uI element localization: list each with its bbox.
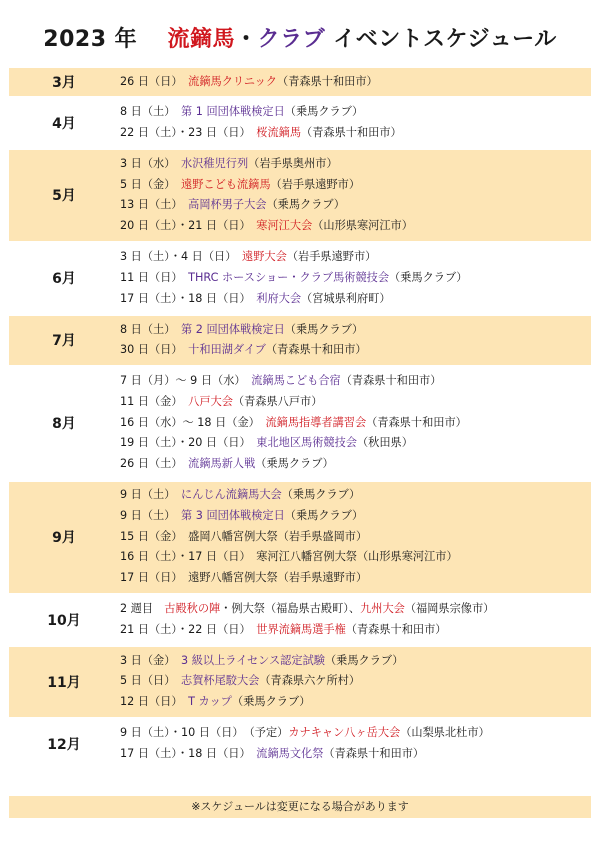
event-list [120,320,591,362]
event-name: 遠野大会 [242,250,287,264]
event-gap [177,530,188,543]
month-label: 9月 [52,530,76,547]
event-place: （福岡県宗像市） [404,602,495,616]
title-name2: クラブ [257,27,326,52]
month-row [9,596,591,645]
event-gap [170,157,181,170]
event-gap [245,747,256,760]
event-list [120,102,591,144]
event-place: （岩手県遠野市） [277,571,368,585]
event-name: 世界流鏑馬選手権 [256,622,346,636]
event-place: （青森県十和田市） [366,415,467,429]
event-name: にんじん流鏑馬大会 [181,488,282,502]
event-item [120,247,591,268]
event-item [120,289,591,310]
title-dot: ・ [235,27,258,52]
month-label: 3月 [52,74,76,91]
event-item [120,433,591,454]
event-gap [177,695,188,708]
event-name: 流鏑馬文化祭 [256,746,324,760]
event-item [120,392,591,413]
event-item [120,72,591,93]
event-item [120,568,591,589]
event-gap [245,219,256,232]
event-place: （青森県十和田市） [277,74,378,88]
event-place: （乗馬クラブ） [284,105,364,119]
event-name: T カップ [188,695,232,709]
event-gap [177,457,188,470]
month-row [9,482,591,593]
event-date: 5 日（金） [120,177,170,191]
event-date: 3 日（土）・4 日（日） [120,250,231,264]
event-gap [177,571,188,584]
event-list [120,599,591,641]
event-name: カナキャン八ヶ岳大会 [288,726,401,740]
event-gap [177,343,188,356]
month-row [9,316,591,365]
event-gap [240,374,251,387]
event-date: 26 日（土） [120,457,177,471]
month-label: 11月 [47,674,81,691]
event-date: 5 日（日） [120,674,170,688]
event-item [120,723,591,744]
event-date: 13 日（土） [120,198,177,212]
event-date: 30 日（日） [120,343,177,357]
month-label: 7月 [52,333,76,350]
event-list [120,723,591,765]
event-place: （青森県十和田市） [301,126,402,140]
event-place: ・例大祭（福島県古殿町）、 [220,602,361,616]
event-name: 志賀杯尾駮大会 [181,674,260,688]
event-name: 3 級以上ライセンス認定試験 [181,653,325,667]
event-item [120,692,591,713]
event-gap [170,509,181,522]
event-gap [245,550,256,563]
event-place: （山形県寒河江市） [312,219,413,233]
event-place: （乗馬クラブ） [284,322,364,336]
title-name1: 流鏑馬 [167,27,236,52]
event-gap [177,395,188,408]
event-gap [170,654,181,667]
event-place: （青森県十和田市） [265,343,367,357]
event-date: 16 日（土）・17 日（日） [120,550,246,564]
event-date: 11 日（日） [120,270,177,284]
month-row [9,150,591,240]
event-gap [245,623,256,636]
month-row [9,244,591,313]
event-name: THRC ホースショー・クラブ馬術競技会 [188,270,390,284]
event-note: （予定） [249,726,289,740]
event-date: 2 週目 [120,602,154,616]
event-date: 15 日（金） [120,529,177,543]
event-date: 9 日（土） [120,508,170,522]
event-gap [170,105,181,118]
event-name: 第 3 回団体戦検定日 [181,508,285,522]
title-rest: イベントスケジュール [325,27,557,52]
event-gap [231,250,242,263]
event-gap [170,178,181,191]
event-date: 7 日（月）～ 9 日（水） [120,374,240,388]
event-place: （乗馬クラブ） [284,508,364,522]
event-list [120,72,591,93]
event-item [120,320,591,341]
event-place: （乗馬クラブ） [281,488,361,502]
event-place: （青森県六ケ所村） [259,674,361,688]
event-date: 17 日（日） [120,571,177,585]
event-date: 21 日（土）・22 日（日） [120,622,246,636]
event-date: 3 日（水） [120,156,170,170]
event-name: 遠野こども流鏑馬 [181,177,271,191]
event-gap [254,416,265,429]
event-date: 17 日（土）・18 日（日） [120,291,246,305]
month-label: 12月 [47,736,81,753]
event-date: 3 日（金） [120,653,170,667]
event-item [120,671,591,692]
event-place: （青森県十和田市） [345,622,447,636]
event-date: 19 日（土）・20 日（日） [120,436,246,450]
event-gap [245,126,256,139]
event-item [120,216,591,237]
month-row [9,368,591,479]
event-item [120,268,591,289]
event-item [120,175,591,196]
event-item [120,547,591,568]
event-place: （乗馬クラブ） [266,198,345,212]
event-list [120,485,591,589]
event-list [120,247,591,309]
title-year: 2023 年 [43,27,138,52]
event-name: 盛岡八幡宮例大祭 [188,529,278,543]
event-gap [238,726,249,739]
event-name: 流鏑馬指導者講習会 [265,415,367,429]
event-place: （岩手県遠野市） [270,177,361,191]
event-date: 26 日（日） [120,74,177,88]
event-gap [177,198,188,211]
event-item [120,454,591,475]
event-name: 利府大会 [256,291,302,305]
event-name: 桜流鏑馬 [256,126,302,140]
month-label: 6月 [52,271,76,288]
month-row [9,99,591,148]
event-date: 8 日（土） [120,105,170,119]
event-list [120,154,591,237]
event-name: 流鏑馬こども合宿 [251,374,341,388]
event-place: （岩手県盛岡市） [277,529,368,543]
event-date: 22 日（土）・23 日（日） [120,126,246,140]
event-gap [245,292,256,305]
event-date: 9 日（土） [120,488,170,502]
event-place: （岩手県奥州市） [248,156,338,170]
event-place: （岩手県遠野市） [286,250,377,264]
event-date: 9 日（土）・10 日（日） [120,726,238,740]
event-place: （乗馬クラブ） [232,695,311,709]
event-date: 8 日（土） [120,322,170,336]
month-label: 8月 [52,416,76,433]
event-gap [170,488,181,501]
event-list [120,651,591,713]
event-item [120,195,591,216]
month-label: 10月 [47,612,81,629]
event-item [120,651,591,672]
event-item [120,413,591,434]
event-item [120,620,591,641]
event-name: 寒河江八幡宮例大祭 [256,550,357,564]
event-gap [170,674,181,687]
event-place: （青森県十和田市） [323,746,425,760]
event-place: （宮城県利府町） [301,291,391,305]
event-name: 流鏑馬クリニック [188,74,277,88]
event-item [120,485,591,506]
event-gap [177,271,188,284]
event-item [120,527,591,548]
event-gap [245,436,256,449]
month-row [9,68,591,96]
event-name: 第 1 回団体戦検定日 [181,105,285,119]
event-place: （乗馬クラブ） [389,270,468,284]
month-row [9,647,591,716]
event-place: （乗馬クラブ） [255,457,334,471]
month-label: 5月 [52,188,76,205]
event-item [120,371,591,392]
page-title [0,22,600,53]
month-row [9,720,591,769]
event-name: 流鏑馬新人戦 [188,457,256,471]
event-name: 東北地区馬術競技会 [256,436,357,450]
month-label: 4月 [52,116,76,133]
event-item [120,340,591,361]
event-gap [170,323,181,336]
event-item [120,506,591,527]
event-name: 八戸大会 [188,394,233,408]
event-place: （山梨県北杜市） [400,726,490,740]
event-name: 第 2 回団体戦検定日 [181,322,285,336]
event-name: 遠野八幡宮例大祭 [188,571,278,585]
event-date: 11 日（金） [120,394,177,408]
event-name: 十和田湖ダイブ [188,343,266,357]
event-list [120,371,591,475]
event-item [120,154,591,175]
event-name: 九州大会 [360,602,405,616]
event-gap [177,75,188,88]
event-gap [153,602,164,615]
event-name: 高岡杯男子大会 [188,198,267,212]
event-item [120,102,591,123]
event-place: （青森県十和田市） [340,374,442,388]
event-place: （山形県寒河江市） [356,550,458,564]
event-place: （青森県八戸市） [232,394,323,408]
event-date: 20 日（土）・21 日（日） [120,219,246,233]
event-name: 水沢稚児行列 [181,156,249,170]
event-item [120,599,591,620]
event-place: （秋田県） [356,436,413,450]
event-name: 古殿秋の陣 [164,602,221,616]
event-name: 寒河江大会 [256,219,313,233]
event-date: 17 日（土）・18 日（日） [120,746,246,760]
schedule-note: ※スケジュールは変更になる場合があります [9,796,591,818]
event-date: 12 日（日） [120,695,177,709]
event-item [120,123,591,144]
event-item [120,744,591,765]
event-date: 16 日（水）～ 18 日（金） [120,415,255,429]
event-place: （乗馬クラブ） [324,653,404,667]
